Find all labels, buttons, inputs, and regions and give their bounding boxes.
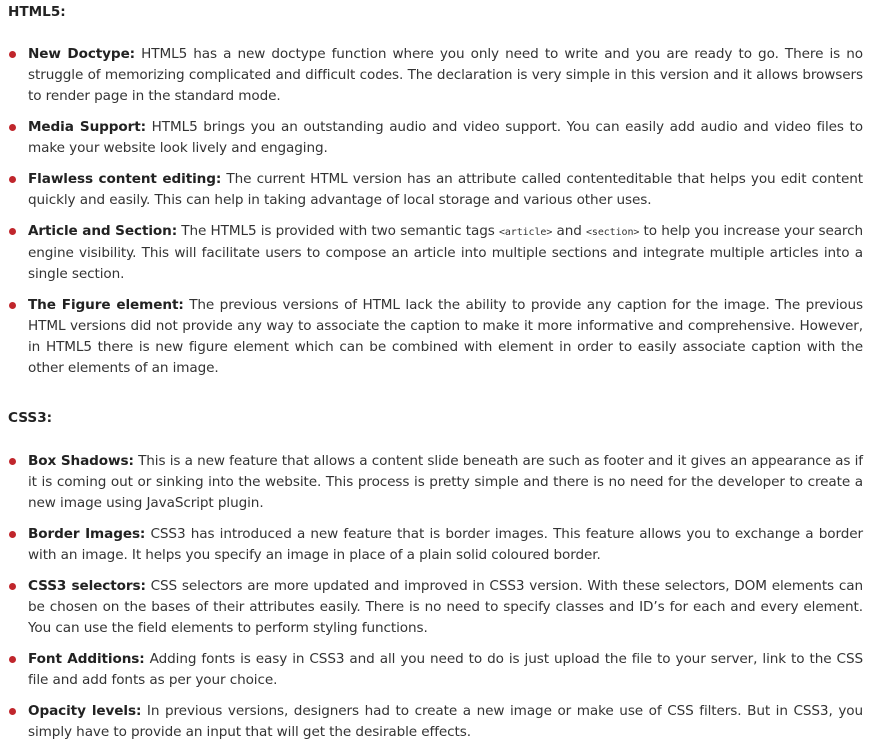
css3-feature-list	[8, 451, 863, 753]
feature-term: Border Images:	[28, 526, 146, 542]
list-item	[8, 44, 863, 107]
section-tag-code: <section>	[586, 227, 640, 238]
feature-description: and	[552, 223, 586, 239]
feature-description: The HTML5 is provided with two semantic tags	[177, 223, 499, 239]
feature-description: In previous versions, designers had to create a new image or make use of CSS filters. But in CSS3, you simply have to provide an input that will get the desirable effects.	[28, 703, 863, 740]
list-item	[8, 169, 863, 211]
feature-description: The previous versions of HTML lack the ability to provide any caption for the image. The previous HTML versions did not provide any way to associate the caption to make it more informative and comprehensive. However, in HTML5 there is new figure element which can be combined with element in order to easily associate caption with the other elements of an image.	[28, 297, 864, 376]
feature-description: HTML5 has a new doctype function where you only need to write and you are ready to go. There is no struggle of memorizing complicated and difficult codes. The declaration is very simple in this version and it allows browsers to render page in the standard mode.	[28, 46, 863, 104]
list-item	[8, 576, 863, 639]
bullet-icon	[9, 176, 16, 183]
feature-term: Opacity levels:	[28, 703, 142, 719]
feature-description: The current HTML version has an attribute called contenteditable that helps you edit content quickly and easily. This can help in taking advantage of local storage and various other uses.	[28, 171, 863, 208]
feature-term: New Doctype:	[28, 46, 136, 62]
bullet-icon	[9, 228, 16, 235]
feature-description: HTML5 brings you an outstanding audio and video support. You can easily add audio and video files to make your website look lively and engaging.	[28, 119, 863, 156]
list-item	[8, 221, 863, 285]
article-tag-code: <article>	[498, 227, 553, 238]
feature-term: The Figure element:	[28, 297, 184, 313]
bullet-icon	[9, 656, 16, 663]
list-item	[8, 649, 863, 691]
feature-term: Media Support:	[28, 119, 146, 135]
css3-heading: CSS3:	[8, 410, 53, 426]
feature-term: Font Additions:	[28, 651, 145, 667]
feature-term: Flawless content editing:	[28, 171, 222, 187]
bullet-icon	[9, 458, 16, 465]
html5-heading: HTML5:	[8, 4, 66, 20]
bullet-icon	[9, 708, 16, 715]
bullet-icon	[9, 531, 16, 538]
bullet-icon	[9, 124, 16, 131]
feature-description: CSS3 has introduced a new feature that is border images. This feature allows you to exchange a border with an image. It helps you specify an image in place of a plain solid coloured border.	[28, 526, 864, 563]
html5-feature-list	[8, 44, 863, 389]
feature-description: CSS selectors are more updated and improved in CSS3 version. With these selectors, DOM elements can be chosen on the bases of their attributes easily. There is no need to specify classes and ID’s for each and every element. You can use the field elements to perform styling functions.	[28, 578, 863, 636]
list-item	[8, 295, 863, 379]
feature-term: Box Shadows:	[28, 453, 134, 469]
feature-term: CSS3 selectors:	[28, 578, 146, 594]
feature-description: This is a new feature that allows a content slide beneath are such as footer and it gives an appearance as if it is coming out or sinking into the website. This process is pretty simple and there is no need for the developer to create a new image using JavaScript plugin.	[28, 453, 863, 511]
bullet-icon	[9, 51, 16, 58]
list-item	[8, 451, 863, 514]
bullet-icon	[9, 583, 16, 590]
feature-description: to help you increase your search engine visibility. This will facilitate users to compose an article into multiple sections and integrate multiple articles into a single section.	[28, 223, 864, 282]
feature-description: Adding fonts is easy in CSS3 and all you need to do is just upload the file to your server, link to the CSS file and add fonts as per your choice.	[28, 651, 863, 688]
feature-term: Article and Section:	[28, 223, 178, 239]
list-item	[8, 524, 863, 566]
list-item	[8, 117, 863, 159]
list-item	[8, 701, 863, 743]
bullet-icon	[9, 302, 16, 309]
